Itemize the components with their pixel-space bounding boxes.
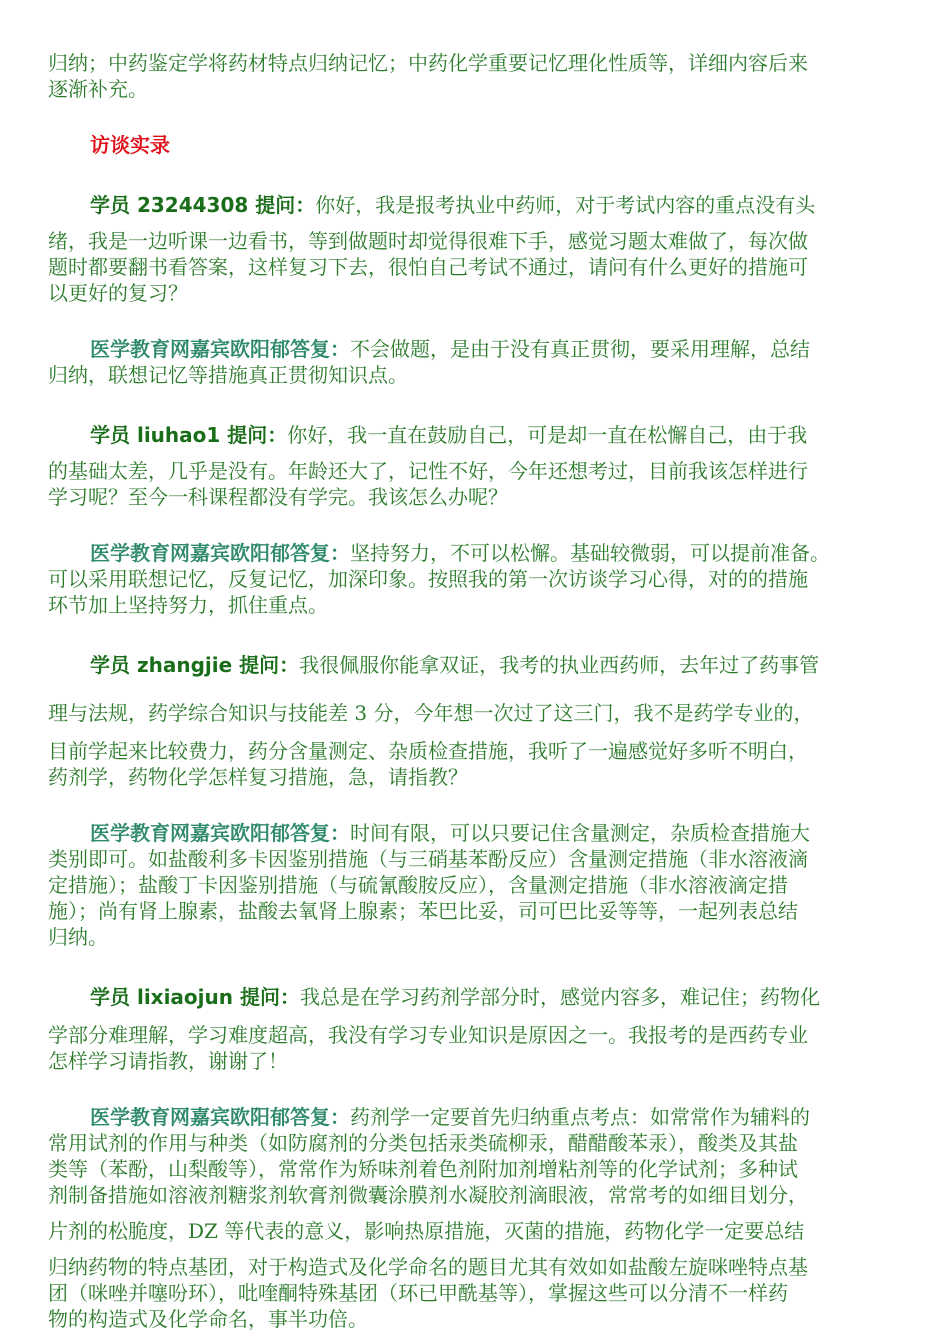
answer-line: 归纳药物的特点基团，对于构造式及化学命名的题目尤其有效如如盐酸左旋咪唑特点基 [48, 1255, 808, 1279]
question-line: 题时都要翻书看答案，这样复习下去，很怕自己考试不通过，请问有什么更好的措施可 [48, 255, 808, 279]
intro-line: 归纳；中药鉴定学将药材特点归纳记忆；中药化学重要记忆理化性质等，详细内容后来 [48, 51, 808, 75]
answer-text: 不会做题，是由于没有真正贯彻，要采用理解，总结 [350, 337, 810, 361]
asker-label: 学员 zhangjie 提问： [90, 653, 300, 677]
answer-line: 类别即可。如盐酸利多卡因鉴别措施（与三硝基苯酚反应）含量测定措施（非水溶液滴 [48, 847, 808, 871]
question-text: 你好，我是报考执业中药师，对于考试内容的重点没有头 [315, 193, 816, 217]
question-line: 怎样学习请指教，谢谢了！ [48, 1049, 288, 1073]
answer-line: 常用试剂的作用与种类（如防腐剂的分类包括汞类硫柳汞，醋醋酸苯汞），酸类及其盐 [48, 1131, 798, 1155]
answerer-label: 医学教育网嘉宾欧阳郁答复： [90, 1105, 350, 1129]
answer-line: 环节加上坚持努力，抓住重点。 [48, 593, 328, 617]
question-first-line [48, 652, 906, 678]
question-line: 学部分难理解，学习难度超高，我没有学习专业知识是原因之一。我报考的是西药专业 [48, 1023, 808, 1047]
question-line: 目前学起来比较费力，药分含量测定、杂质检查措施，我听了一遍感觉好多听不明白， [48, 739, 808, 763]
asker-label: 学员 lixiaojun 提问： [90, 985, 300, 1009]
answer-line: 可以采用联想记忆，反复记忆，加深印象。按照我的第一次访谈学习心得，对的的措施 [48, 567, 808, 591]
question-text: 我很佩服你能拿双证，我考的执业西药师，去年过了药事管 [299, 653, 820, 677]
intro-line: 逐渐补充。 [48, 77, 148, 101]
question-line: 以更好的复习？ [48, 281, 188, 305]
answer-first-line [48, 540, 906, 566]
question-first-line [48, 192, 906, 218]
answer-first-line [48, 1104, 906, 1130]
answer-line: 类等（苯酚，山梨酸等），常常作为矫味剂着色剂附加剂增粘剂等的化学试剂；多种试 [48, 1157, 798, 1181]
answer-first-line [48, 336, 906, 362]
answer-first-line [48, 820, 906, 846]
question-line: 绪，我是一边听课一边看书，等到做题时却觉得很难下手，感觉习题太难做了，每次做 [48, 229, 808, 253]
document-page [48, 50, 906, 1332]
answer-line: 归纳。 [48, 925, 108, 949]
question-line: 理与法规，药学综合知识与技能差 3 分，今年想一次过了这三门，我不是药学专业的， [48, 701, 814, 725]
question-first-line [48, 422, 906, 448]
answer-line: 定措施）；盐酸丁卡因鉴别措施（与硫氰酸胺反应），含量测定措施（非水溶液滴定措 [48, 873, 788, 897]
answer-text: 坚持努力，不可以松懈。基础较微弱，可以提前准备。 [350, 541, 830, 565]
answer-line: 剂制备措施如溶液剂糖浆剂软膏剂微囊涂膜剂水凝胶剂滴眼液，常常考的如细目划分， [48, 1183, 808, 1207]
question-text: 你好，我一直在鼓励自己，可是却一直在松懈自己，由于我 [287, 423, 808, 447]
answerer-label: 医学教育网嘉宾欧阳郁答复： [90, 541, 350, 565]
answerer-label: 医学教育网嘉宾欧阳郁答复： [90, 821, 350, 845]
answer-line: 团（咪唑并噻吩环），吡喹酮特殊基团（环已甲酰基等），掌握这些可以分清不一样药 [48, 1281, 788, 1305]
question-first-line [48, 984, 906, 1010]
answer-line: 施）；尚有肾上腺素，盐酸去氧肾上腺素；苯巴比妥，司可巴比妥等等，一起列表总结 [48, 899, 798, 923]
question-text: 我总是在学习药剂学部分时，感觉内容多，难记住；药物化 [299, 985, 820, 1009]
asker-label: 学员 liuhao1 提问： [90, 423, 288, 447]
answer-line: 归纳，联想记忆等措施真正贯彻知识点。 [48, 363, 408, 387]
question-line: 药剂学，药物化学怎样复习措施，急，请指教？ [48, 765, 468, 789]
question-line: 学习呢？至今一科课程都没有学完。我该怎么办呢？ [48, 485, 508, 509]
question-line: 的基础太差，几乎是没有。年龄还大了，记性不好，今年还想考过，目前我该怎样进行 [48, 459, 808, 483]
answer-text: 药剂学一定要首先归纳重点考点：如常常作为辅料的 [350, 1105, 810, 1129]
answer-text: 时间有限，可以只要记住含量测定，杂质检查措施大 [350, 821, 810, 845]
section-heading: 访谈实录 [90, 133, 170, 157]
answer-line: 物的构造式及化学命名，事半功倍。 [48, 1307, 368, 1331]
asker-label: 学员 23244308 提问： [90, 193, 316, 217]
answerer-label: 医学教育网嘉宾欧阳郁答复： [90, 337, 350, 361]
answer-line: 片剂的松脆度，DZ 等代表的意义，影响热原措施，灭菌的措施，药物化学一定要总结 [48, 1219, 805, 1243]
